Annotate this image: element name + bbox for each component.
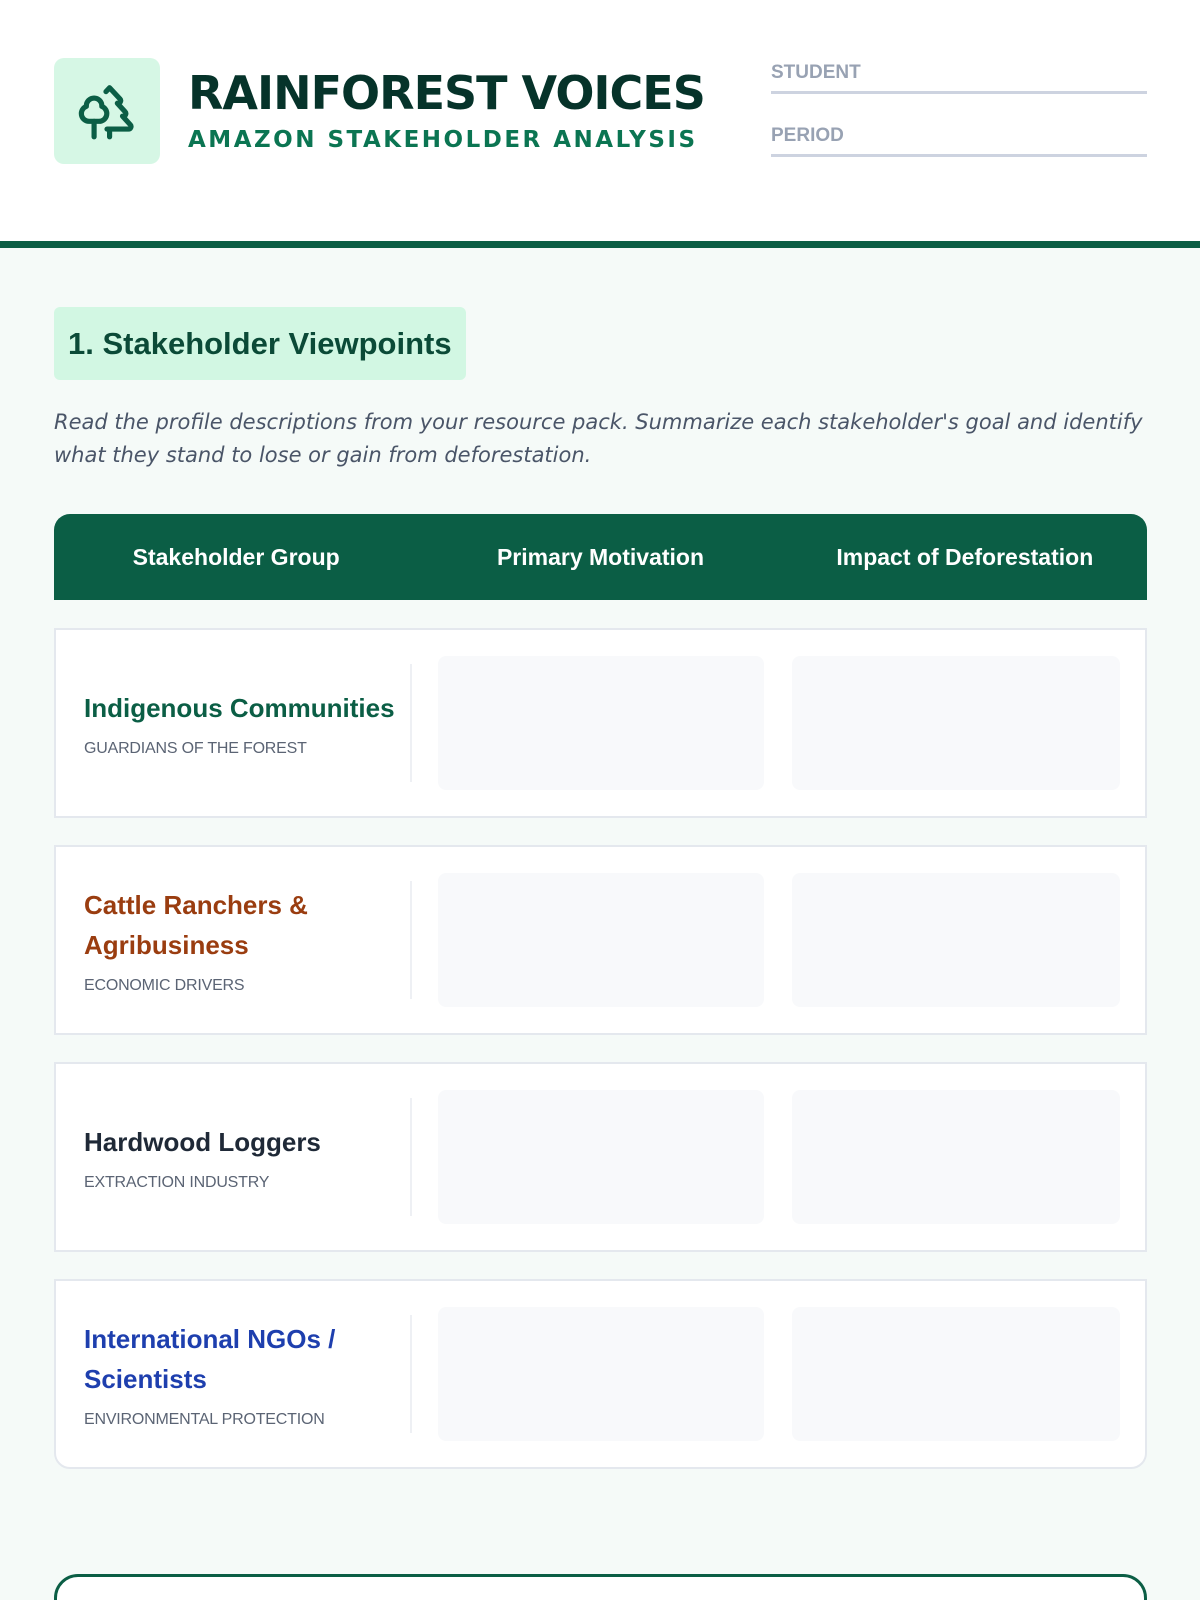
page-subtitle: AMAZON STAKEHOLDER ANALYSIS	[188, 127, 698, 153]
trees-icon	[76, 80, 138, 142]
column-header-motivation: Primary Motivation	[496, 543, 705, 570]
impact-answer-box[interactable]	[792, 873, 1120, 1007]
table-row	[54, 845, 1147, 1035]
student-field[interactable]: STUDENT	[771, 62, 1147, 94]
column-header-impact: Impact of Deforestation	[836, 543, 1094, 570]
stakeholder-subtitle: GUARDIANS OF THE FOREST	[84, 740, 307, 757]
column-divider	[410, 881, 412, 999]
column-header-stakeholder: Stakeholder Group	[132, 543, 340, 570]
next-section-box	[54, 1574, 1147, 1600]
worksheet-header	[0, 0, 1200, 248]
page-title: RAINFOREST VOICES	[188, 66, 705, 120]
stakeholder-name: International NGOs / Scientists	[84, 1324, 336, 1394]
stakeholder-name: Cattle Ranchers & Agribusiness	[84, 890, 308, 960]
column-divider	[410, 664, 412, 782]
table-row	[54, 1279, 1147, 1469]
section-heading: 1. Stakeholder Viewpoints	[54, 307, 466, 380]
impact-answer-box[interactable]	[792, 1090, 1120, 1224]
logo	[54, 58, 160, 164]
stakeholder-cell	[84, 1281, 418, 1467]
stakeholder-name: Hardwood Loggers	[84, 1127, 321, 1157]
column-divider	[410, 1315, 412, 1433]
motivation-answer-box[interactable]	[438, 1307, 764, 1441]
motivation-answer-box[interactable]	[438, 873, 764, 1007]
table-row	[54, 628, 1147, 818]
impact-answer-box[interactable]	[792, 656, 1120, 790]
impact-answer-box[interactable]	[792, 1307, 1120, 1441]
stakeholder-cell	[84, 847, 418, 1033]
table-row	[54, 1062, 1147, 1252]
stakeholder-cell	[84, 630, 418, 816]
column-divider	[410, 1098, 412, 1216]
stakeholder-subtitle: ENVIRONMENTAL PROTECTION	[84, 1411, 325, 1428]
stakeholder-name: Indigenous Communities	[84, 693, 395, 723]
table-header	[54, 514, 1147, 600]
stakeholder-subtitle: EXTRACTION INDUSTRY	[84, 1174, 270, 1191]
stakeholder-subtitle: ECONOMIC DRIVERS	[84, 977, 245, 994]
motivation-answer-box[interactable]	[438, 1090, 764, 1224]
section-instructions: Read the profile descriptions from your resource pack. Summarize each stakeholder's goal and identify what they stand to lose or gain from deforestation.	[54, 410, 1143, 467]
period-field[interactable]: PERIOD	[771, 125, 1147, 157]
motivation-answer-box[interactable]	[438, 656, 764, 790]
stakeholder-cell	[84, 1064, 418, 1250]
